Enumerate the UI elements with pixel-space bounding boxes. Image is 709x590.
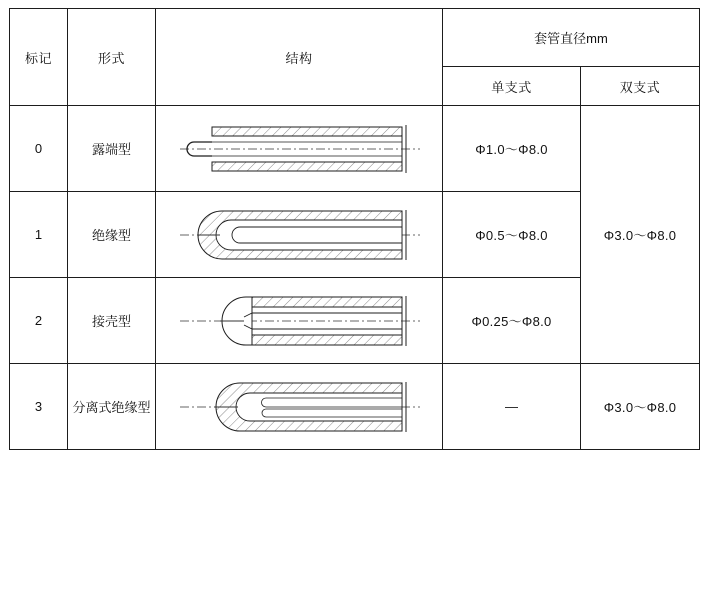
row-type: 接壳型 [68,278,156,364]
row-structure [156,106,443,192]
table-row [10,364,700,450]
row-double-diameter: Φ3.0～Φ8.0 [581,364,700,450]
spec-sheet [0,8,709,590]
row-single-diameter: Φ1.0～Φ8.0 [443,106,581,192]
row-type: 露端型 [68,106,156,192]
row-single-diameter: — [443,364,581,450]
table-row [10,106,700,192]
insulated-tip-probe-diagram [156,201,442,269]
table-body [10,106,700,450]
header-double-type: 双支式 [581,67,700,106]
row-structure [156,278,443,364]
grounded-tip-probe-diagram [156,287,442,355]
header-row-top [10,9,700,67]
table-header [10,9,700,106]
separated-insulated-probe-diagram [156,373,442,441]
probe-type-table [9,8,700,450]
row-structure [156,364,443,450]
header-diameter-group: 套管直径mm [443,9,700,67]
row-double-diameter: Φ3.0～Φ8.0 [581,106,700,364]
exposed-tip-probe-diagram [156,115,442,183]
row-single-diameter: Φ0.25～Φ8.0 [443,278,581,364]
header-type: 形式 [68,9,156,106]
row-mark: 0 [10,106,68,192]
header-structure: 结构 [156,9,443,106]
header-single-type: 单支式 [443,67,581,106]
row-type: 分离式绝缘型 [68,364,156,450]
row-type: 绝缘型 [68,192,156,278]
row-single-diameter: Φ0.5～Φ8.0 [443,192,581,278]
row-structure [156,192,443,278]
row-mark: 2 [10,278,68,364]
header-mark: 标记 [10,9,68,106]
row-mark: 3 [10,364,68,450]
row-mark: 1 [10,192,68,278]
